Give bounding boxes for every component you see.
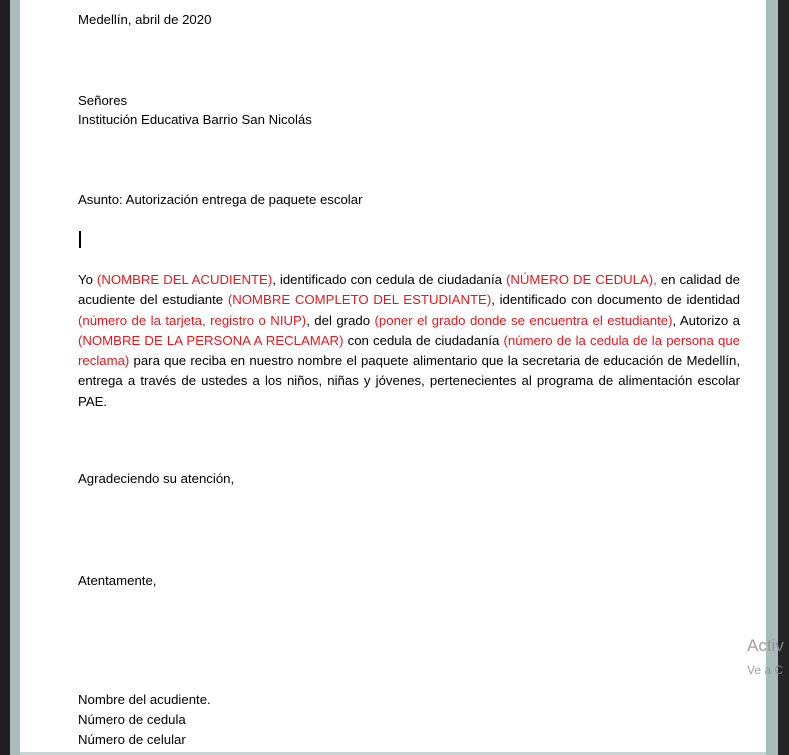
window-left-border: [0, 0, 10, 755]
closing-regards: Atentamente,: [78, 573, 157, 588]
signature-id-number: Número de cedula: [78, 712, 186, 727]
body-text-segment: , del grado: [306, 312, 375, 328]
text-cursor: [79, 231, 81, 248]
body-text-segment: para que reciba en nuestro nombre el paquete alimentario que la secretaria de educación de Medellín, entrega a través de ustedes a los niños, niñas y jóvenes, pertenecientes al programa de alimentación escolar PAE.: [78, 353, 740, 409]
signature-name: Nombre del acudiente.: [78, 692, 211, 707]
body-paragraph: [78, 270, 740, 412]
addressee-line-1: Señores: [78, 93, 128, 108]
body-text-segment: con cedula de ciudadanía: [343, 332, 504, 348]
closing-thanks: Agradeciendo su atención,: [78, 471, 235, 486]
body-text-segment: , identificado con cedula de ciudadanía: [272, 272, 506, 287]
body-text-segment: , identificado con documento de identidad: [491, 292, 740, 308]
placeholder-text: (NOMBRE COMPLETO DEL ESTUDIANTE): [227, 292, 492, 308]
left-margin-strip: [10, 0, 20, 755]
addressee-line-2: Institución Educativa Barrio San Nicolás: [78, 112, 312, 127]
placeholder-text: (NOMBRE DE LA PERSONA A RECLAMAR): [78, 332, 344, 348]
activation-watermark-subtitle: Ve a C: [747, 663, 784, 677]
activation-watermark-title: Activ: [747, 636, 784, 655]
body-text-segment: en calidad de acudiente del estudiante: [78, 272, 740, 308]
document-page[interactable]: [20, 0, 766, 752]
body-text-segment: , Autorizo a: [672, 312, 740, 328]
signature-phone: Número de celular: [78, 732, 186, 747]
placeholder-text: (poner el grado donde se encuentra el estudiante): [374, 312, 673, 328]
date-line: Medellín, abril de 2020: [78, 12, 212, 27]
placeholder-text: (NOMBRE DEL ACUDIENTE): [96, 272, 273, 287]
placeholder-text: (NÚMERO DE CEDULA),: [505, 272, 657, 287]
subject-line: Asunto: Autorización entrega de paquete escolar: [78, 192, 363, 207]
placeholder-text: (número de la cedula de la persona que reclama): [78, 332, 740, 369]
body-text-segment: Yo: [78, 272, 97, 287]
placeholder-text: (número de la tarjeta, registro o NIUP): [78, 312, 307, 328]
